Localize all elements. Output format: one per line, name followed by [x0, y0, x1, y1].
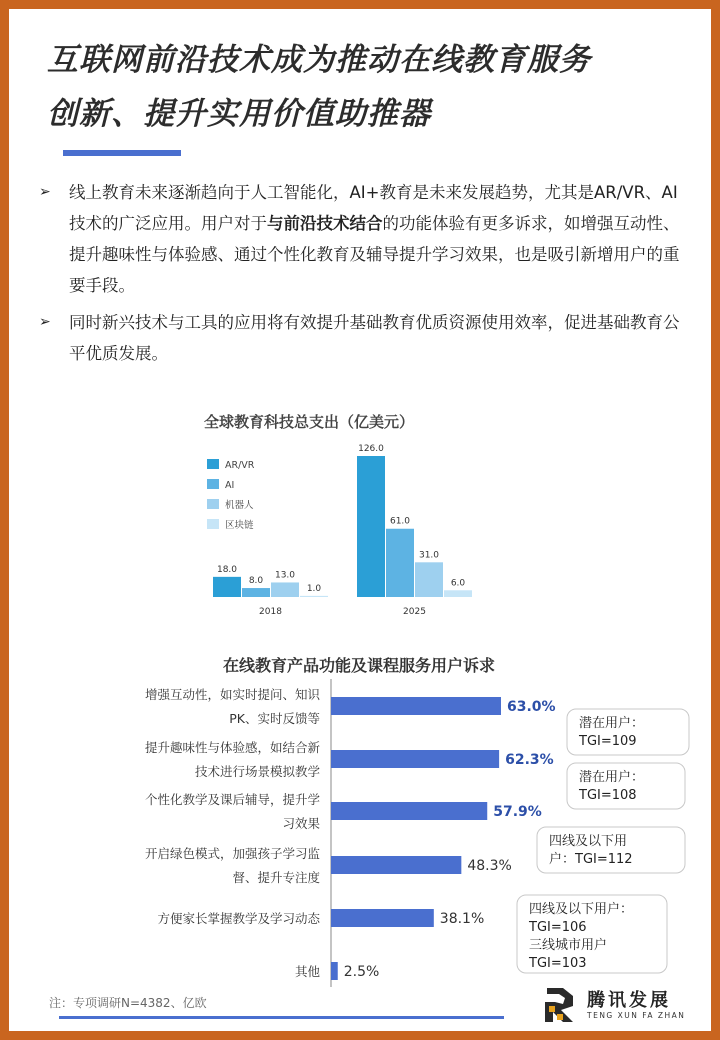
category-label: 增强互动性，如实时提问、知识 — [144, 687, 320, 702]
category-label: 其他 — [294, 964, 320, 979]
value-label: 2.5% — [343, 964, 380, 980]
callout-text: TGI=109 — [579, 734, 637, 749]
category-label: 技术进行场景模拟教学 — [194, 764, 320, 779]
logo-cn-text: 腾讯发展 — [587, 990, 671, 1011]
legend-swatch — [207, 479, 219, 489]
callout-text: 潜在用户： — [579, 770, 645, 785]
callout-text: 四线及以下用 — [549, 834, 628, 849]
data-label: 6.0 — [450, 578, 466, 589]
legend-label: 机器人 — [225, 500, 254, 511]
demand-bar-3 — [331, 856, 461, 874]
value-label: 38.1% — [439, 911, 485, 927]
bar-2018-2 — [271, 582, 299, 597]
callout-text: TGI=106 — [529, 920, 587, 935]
category-label: 方便家长掌握教学及学习动态 — [157, 911, 320, 926]
demand-chart-title: 在线教育产品功能及课程服务用户诉求 — [222, 656, 495, 675]
callout-text: TGI=103 — [529, 956, 587, 971]
data-label: 18.0 — [216, 564, 238, 575]
value-label: 57.9% — [493, 804, 542, 820]
legend-label: AR/VR — [225, 460, 255, 471]
title-line-1: 互联网前沿技术成为推动在线教育服务 — [47, 42, 591, 78]
callout-text: TGI=108 — [579, 788, 637, 803]
legend-swatch — [207, 499, 219, 509]
legend-label: 区块链 — [225, 520, 254, 531]
spending-chart-title: 全球教育科技总支出（亿美元） — [203, 413, 414, 431]
logo-icon — [541, 984, 581, 1024]
bar-2025-0 — [357, 456, 385, 597]
bullet-2-text: 同时新兴技术与工具的应用将有效提升基础教育优质资源使用效率，促进基础教育公平优质发展。 — [69, 313, 680, 363]
category-label: 提升趣味性与体验感，如结合新 — [144, 740, 320, 755]
value-label: 48.3% — [467, 858, 512, 874]
arrow-icon: ➢ — [39, 314, 51, 330]
footer-line — [59, 1016, 504, 1019]
legend-swatch — [207, 459, 219, 469]
value-label: 62.3% — [505, 752, 554, 768]
demand-bar-0 — [331, 697, 501, 715]
callout-text: 户：TGI=112 — [549, 852, 633, 867]
logo-en-text: TENG XUN FA ZHAN — [587, 1011, 686, 1020]
bullet-1-bold: 与前沿技术结合 — [267, 214, 383, 233]
data-label: 31.0 — [418, 550, 440, 561]
bar-2025-2 — [415, 562, 443, 597]
category-label: PK、实时反馈等 — [229, 711, 320, 726]
bar-2018-3 — [300, 596, 328, 597]
data-label: 13.0 — [274, 570, 296, 581]
bullet-1-text-b: 的功能体验有更多诉求，如增强互动性、提升趣味性与体验感、通过个性化教育及辅导提升学习效果，也是吸引新增用户的重要手段。 — [69, 214, 680, 295]
source-note: 注：专项调研N=4382、亿欧 — [49, 996, 207, 1010]
bar-2025-1 — [386, 529, 414, 597]
data-label: 8.0 — [248, 576, 264, 587]
bar-2025-3 — [444, 590, 472, 597]
demand-bar-1 — [331, 750, 499, 768]
legend-swatch — [207, 519, 219, 529]
page — [9, 9, 711, 1031]
bar-2018-1 — [242, 588, 270, 597]
callout-text: 四线及以下用户： — [529, 902, 634, 917]
demand-bar-4 — [331, 909, 434, 927]
category-label: 开启绿色模式，加强孩子学习监 — [144, 846, 320, 861]
bullet-1-text-a: 线上教育未来逐渐趋向于人工智能化，AI+教育是未来发展趋势，尤其是AR/VR、AI技术的广泛应用。用户对于 — [69, 183, 678, 233]
data-label: 126.0 — [358, 444, 384, 454]
charts-svg — [9, 9, 711, 1031]
data-label: 61.0 — [389, 516, 411, 527]
brand-logo — [541, 984, 701, 1026]
x-tick-label: 2025 — [403, 607, 426, 617]
title-line-2: 创新、提升实用价值助推器 — [47, 96, 431, 132]
value-label: 63.0% — [507, 699, 556, 715]
callout-text: 三线城市用户 — [529, 938, 608, 953]
demand-bar-5 — [331, 962, 338, 980]
x-tick-label: 2018 — [259, 607, 282, 617]
category-label: 督、提升专注度 — [232, 870, 320, 885]
legend-label: AI — [225, 480, 235, 491]
demand-bar-2 — [331, 802, 487, 820]
category-label: 习效果 — [282, 816, 320, 831]
bar-2018-0 — [213, 577, 241, 597]
callout-text: 潜在用户： — [579, 716, 645, 731]
data-label: 1.0 — [306, 583, 322, 594]
category-label: 个性化教学及课后辅导，提升学 — [144, 792, 320, 807]
arrow-icon: ➢ — [39, 184, 51, 200]
